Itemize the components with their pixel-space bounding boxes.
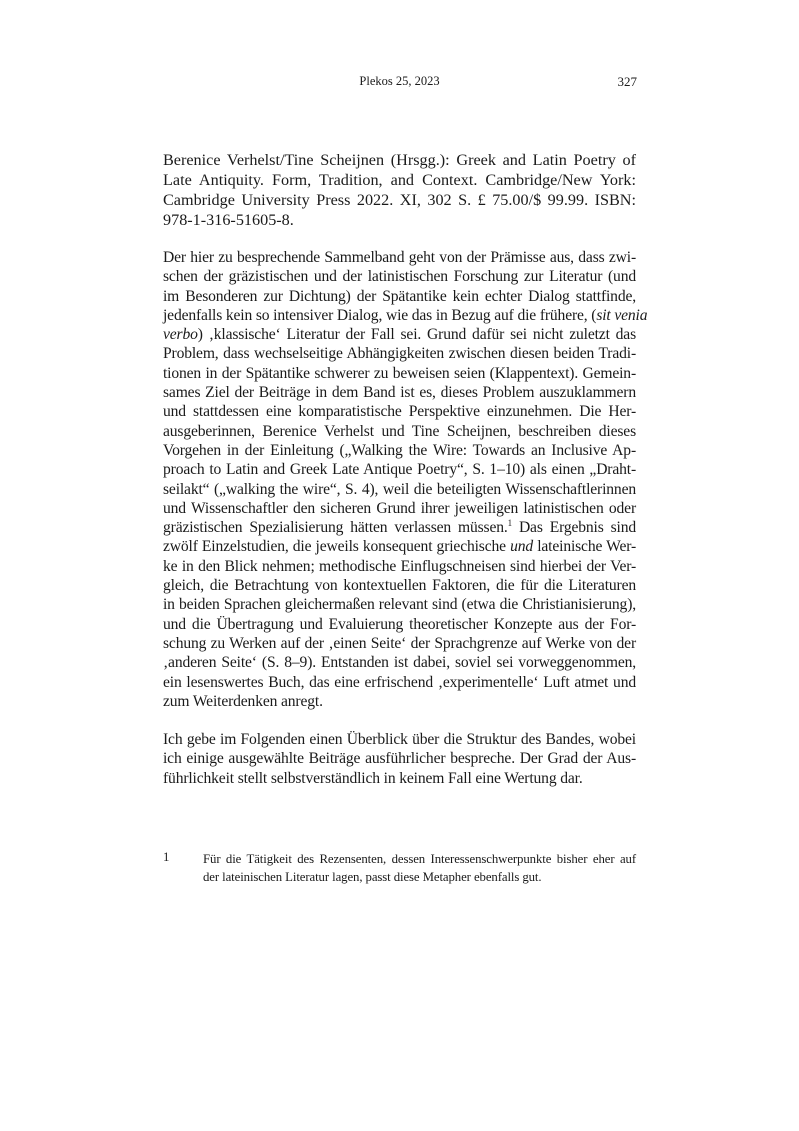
italic-text: sit venia <box>596 306 648 324</box>
text-line <box>163 422 636 441</box>
text-line <box>163 344 636 363</box>
text-segment: gleich, die Betrachtung von kontextuellen Faktoren, die für die Literaturen <box>163 577 636 595</box>
text-line <box>163 499 636 518</box>
text-segment: Der hier zu besprechende Sammelband geht von der Prämisse aus, dass zwi- <box>163 249 636 266</box>
text-line <box>163 749 636 768</box>
text-line <box>203 850 636 868</box>
book-citation <box>163 150 636 230</box>
text-segment: in beiden Sprachen gleichermaßen relevant sind (etwa die Christianisierung), <box>163 596 636 614</box>
text-segment: 978-1-316-51605-8. <box>163 211 294 229</box>
text-line <box>163 595 636 614</box>
text-line <box>163 692 636 711</box>
text-segment: ) ‚klassische‘ Literatur der Fall sei. Grund dafür sei nicht zuletzt das <box>197 326 636 344</box>
text-segment: Das Ergebnis sind <box>512 519 636 537</box>
footnote-number: 1 <box>163 850 170 864</box>
text-segment: ausgeberinnen, Berenice Verhelst und Tine Scheijnen, beschreiben dieses <box>163 422 636 440</box>
text-line <box>163 287 636 306</box>
text-line <box>163 576 636 595</box>
text-segment: schung zu Werken auf der ‚einen Seite‘ der Sprachgrenze auf Werke von der <box>163 634 636 652</box>
text-segment: Problem, dass wechselseitige Abhängigkeiten zwischen diesen beiden Tradi- <box>163 345 636 363</box>
text-line <box>163 673 636 692</box>
text-line <box>163 364 636 383</box>
text-line <box>163 150 636 170</box>
text-line <box>163 248 636 267</box>
text-line <box>203 868 636 886</box>
text-segment: seilakt“ („walking the wire“, S. 4), weil die beteiligten Wissenschaftlerinnen <box>163 480 636 498</box>
text-segment: Late Antiquity. Form, Tradition, and Context. Cambridge/New York: <box>163 171 636 189</box>
text-line <box>163 306 648 325</box>
text-segment: Für die Tätigkeit des Rezensenten, dessen Interessenschwerpunkte bisher eher auf <box>203 852 636 866</box>
text-line <box>163 170 636 190</box>
text-segment: lateinische Wer- <box>533 538 637 556</box>
text-line <box>163 557 636 576</box>
text-segment: zwölf Einzelstudien, die jeweils konsequent griechische <box>163 538 511 556</box>
footnote-text <box>203 850 636 886</box>
text-line <box>163 267 636 286</box>
text-segment: jedenfalls kein so intensiver Dialog, wie das in Bezug auf die frühere, ( <box>163 306 597 324</box>
text-segment: ein lesenswertes Buch, das eine erfrischend ‚experimentelle‘ Luft atmet und <box>163 673 636 691</box>
text-line <box>163 402 636 421</box>
text-segment: führlichkeit stellt selbstverständlich in keinem Fall eine Wertung dar. <box>163 769 583 787</box>
text-line <box>163 190 636 210</box>
text-line <box>163 480 636 499</box>
text-segment: proach to Latin and Greek Late Antique Poetry“, S. 1–10) als einen „Draht- <box>163 461 636 479</box>
text-segment: im Besonderen zur Dichtung) der Spätantike kein echter Dialog stattfinde, <box>163 287 636 305</box>
text-segment: sames Ziel der Beiträge in dem Band ist es, dieses Problem auszuklammern <box>163 384 636 402</box>
text-segment: tionen in der Spätantike schwerer zu beweisen seien (Klappentext). Gemein- <box>163 364 636 382</box>
text-segment: Cambridge University Press 2022. XI, 302 S. £ 75.00/$ 99.99. ISBN: <box>163 191 636 209</box>
text-segment: Ich gebe im Folgenden einen Überblick über die Struktur des Bandes, wobei <box>163 731 636 748</box>
text-line <box>163 383 636 402</box>
text-line <box>163 615 636 634</box>
paragraph-2 <box>163 730 636 788</box>
text-segment: ‚anderen Seite‘ (S. 8–9). Entstanden ist dabei, soviel sei vorweggenommen, <box>163 654 636 672</box>
paragraph-1 <box>163 248 648 711</box>
text-line <box>163 325 636 344</box>
text-line <box>163 769 636 788</box>
text-segment: und die Übertragung und Evaluierung theoretischer Konzepte aus der For- <box>163 615 636 633</box>
text-line <box>163 518 636 537</box>
text-segment: und Wissenschaftler den sicheren Grund ihrer jeweiligen latinistischen oder <box>163 499 636 517</box>
page-number: 327 <box>617 74 637 89</box>
italic-text: und <box>510 538 534 556</box>
text-segment: schen der gräzistischen und der latinistischen Forschung zur Literatur (und <box>163 268 636 286</box>
text-segment: der lateinischen Literatur lagen, passt diese Metapher ebenfalls gut. <box>203 870 542 884</box>
text-line <box>163 634 636 653</box>
text-line <box>163 730 636 749</box>
text-line <box>163 460 636 479</box>
text-segment: ich einige ausgewählte Beiträge ausführlicher bespreche. Der Grad der Aus- <box>163 750 636 768</box>
running-header-journal: Plekos 25, 2023 <box>359 74 440 88</box>
text-segment: ke in den Blick nehmen; methodische Einflugschneisen sind hierbei der Ver- <box>163 557 636 575</box>
italic-text: verbo <box>163 326 198 344</box>
text-line <box>163 210 636 230</box>
text-segment: und stattdessen eine komparatistische Perspektive einzunehmen. Die Her- <box>163 403 636 421</box>
text-segment: gräzistischen Spezialisierung hätten verlassen müssen. <box>163 519 508 537</box>
text-segment: Vorgehen in der Einleitung („Walking the Wire: Towards an Inclusive Ap- <box>163 441 636 459</box>
footnote-reference: 1 <box>507 518 512 529</box>
text-line <box>163 537 636 556</box>
text-segment: Berenice Verhelst/Tine Scheijnen (Hrsgg.): Greek and Latin Poetry of <box>163 151 636 169</box>
text-line <box>163 653 636 672</box>
text-segment: zum Weiterdenken anregt. <box>163 692 323 710</box>
text-line <box>163 441 636 460</box>
